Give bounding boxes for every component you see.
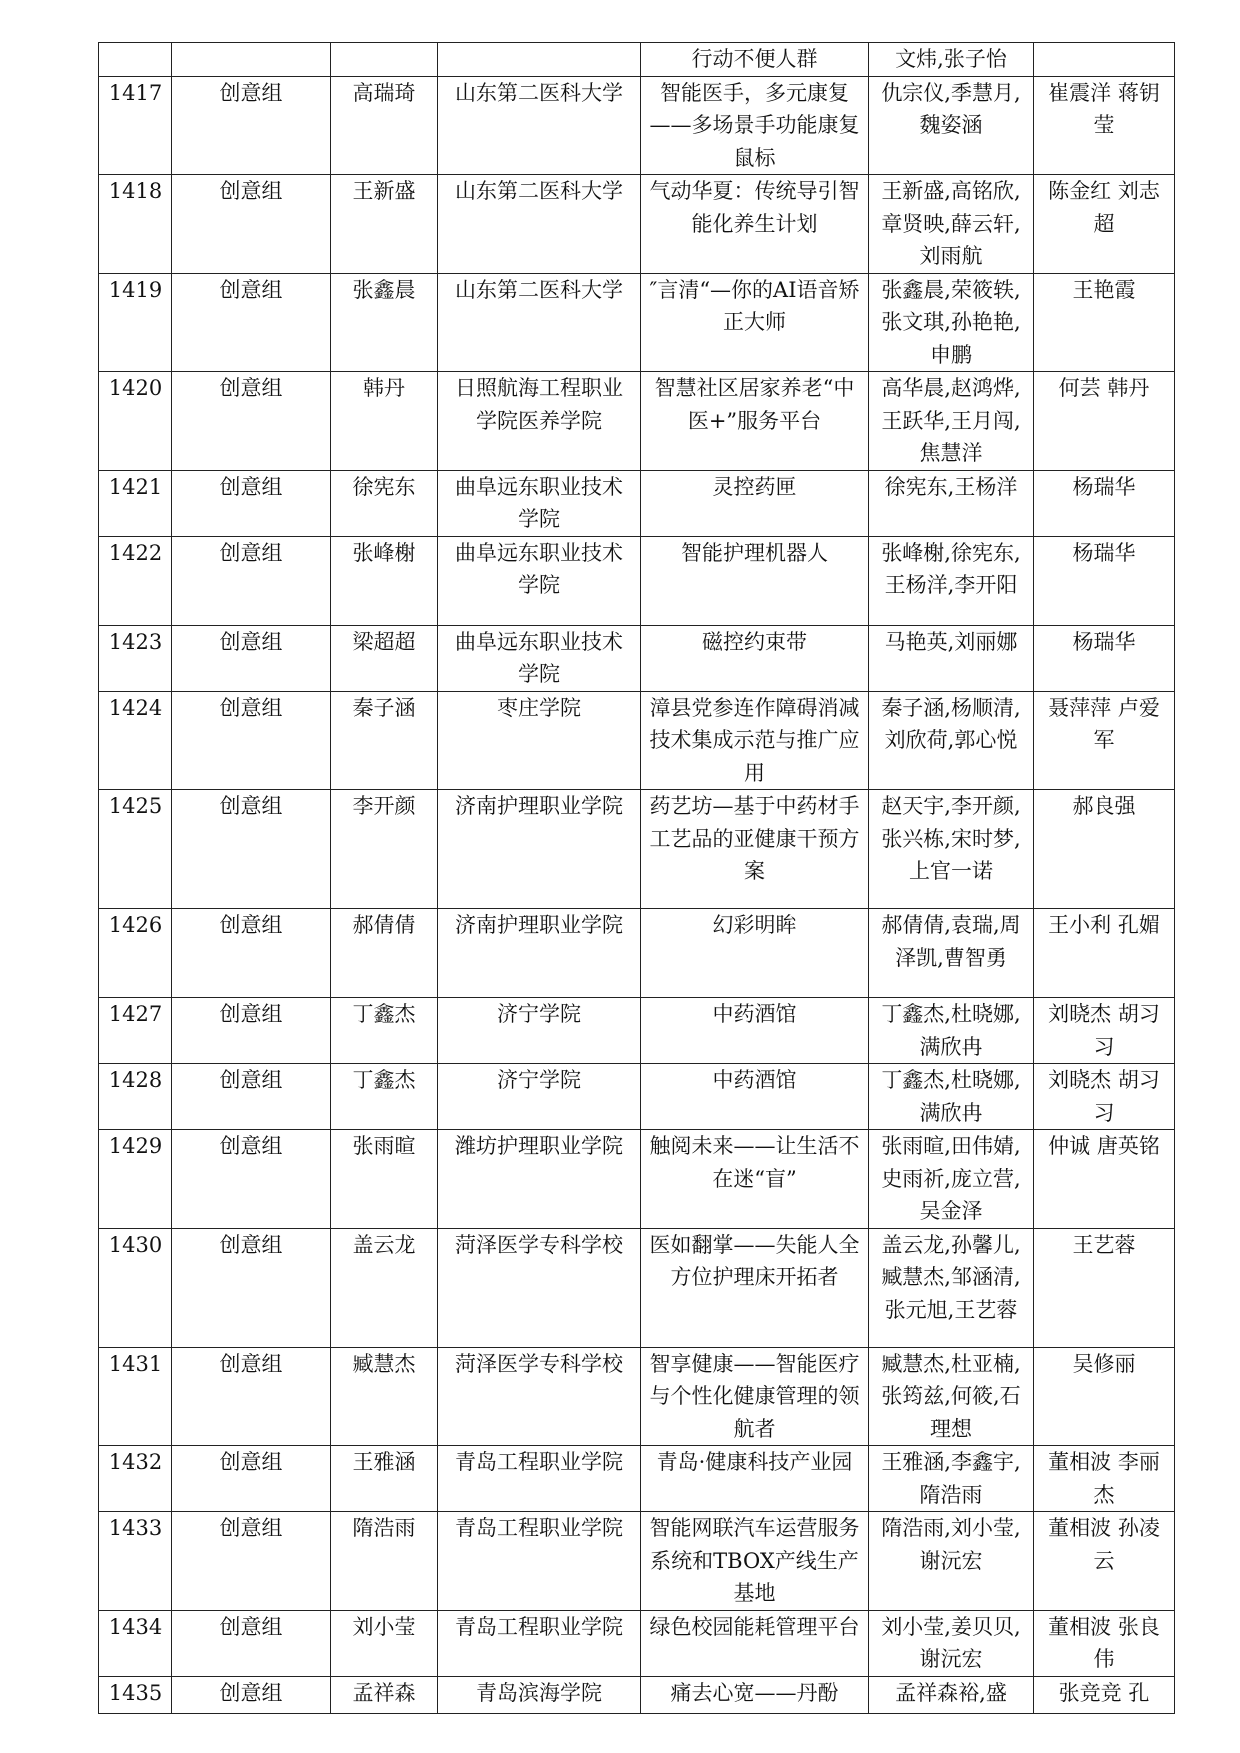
table-row (99, 76, 1175, 175)
cell-group: 创意组 (172, 1130, 331, 1229)
table-row (99, 1512, 1175, 1611)
cell-group: 创意组 (172, 1446, 331, 1512)
cell-group: 创意组 (172, 625, 331, 691)
cell-advisors: 郝良强 (1034, 790, 1175, 909)
cell-group: 创意组 (172, 76, 331, 175)
cell-advisors: 董相波 李丽杰 (1034, 1446, 1175, 1512)
cell-group: 创意组 (172, 1228, 331, 1347)
cell-leader: 丁鑫杰 (331, 998, 438, 1064)
cell-project: 智能医手，多元康复——多场景手功能康复鼠标 (641, 76, 869, 175)
cell-advisors: 刘晓杰 胡习习 (1034, 998, 1175, 1064)
cell-group: 创意组 (172, 273, 331, 372)
cell-members: 仇宗仪,季慧月,魏姿涵 (869, 76, 1034, 175)
table-row (99, 175, 1175, 274)
table-row (99, 470, 1175, 536)
cell-members: 郝倩倩,袁瑞,周泽凯,曹智勇 (869, 909, 1034, 998)
cell-leader: 梁超超 (331, 625, 438, 691)
cell-members: 丁鑫杰,杜晓娜,满欣冉 (869, 1064, 1034, 1130)
cell-number: 1424 (99, 691, 172, 790)
cell-members: 丁鑫杰,杜晓娜,满欣冉 (869, 998, 1034, 1064)
table-row (99, 273, 1175, 372)
cell-project: 中药酒馆 (641, 1064, 869, 1130)
cell-members: 赵天宇,李开颜,张兴栋,宋时梦,上官一诺 (869, 790, 1034, 909)
cell-number: 1435 (99, 1676, 172, 1713)
cell-leader: 张雨暄 (331, 1130, 438, 1229)
cell-advisors: 王艳霞 (1034, 273, 1175, 372)
cell-leader: 徐宪东 (331, 470, 438, 536)
cell-members: 盖云龙,孙馨儿,臧慧杰,邹涵清,张元旭,王艺蓉 (869, 1228, 1034, 1347)
table-row (99, 1130, 1175, 1229)
cell-number: 1422 (99, 536, 172, 625)
cell-school: 青岛滨海学院 (438, 1676, 641, 1713)
cell-members: 张雨暄,田伟婧,史雨祈,庞立营,吴金泽 (869, 1130, 1034, 1229)
cell-advisors: 陈金红 刘志超 (1034, 175, 1175, 274)
cell-members: 张鑫晨,荣筱轶,张文琪,孙艳艳,申鹏 (869, 273, 1034, 372)
table-row (99, 1676, 1175, 1713)
cell-group: 创意组 (172, 175, 331, 274)
table-row (99, 625, 1175, 691)
cell-group: 创意组 (172, 1347, 331, 1446)
cell-advisors: 王小利 孔媚 (1034, 909, 1175, 998)
cell-members: 高华晨,赵鸿烨,王跃华,王月闯,焦慧洋 (869, 372, 1034, 471)
cell-group: 创意组 (172, 1512, 331, 1611)
document-page (98, 42, 1174, 1714)
cell-school: 曲阜远东职业技术学院 (438, 536, 641, 625)
cell-school: 青岛工程职业学院 (438, 1512, 641, 1611)
cell-leader: 高瑞琦 (331, 76, 438, 175)
cell-project: 医如翻掌——失能人全方位护理床开拓者 (641, 1228, 869, 1347)
cell-group: 创意组 (172, 998, 331, 1064)
cell-number: 1423 (99, 625, 172, 691)
cell-advisors: 杨瑞华 (1034, 625, 1175, 691)
cell-group: 创意组 (172, 909, 331, 998)
cell-group: 创意组 (172, 470, 331, 536)
cell-advisors: 崔震洋 蒋钥莹 (1034, 76, 1175, 175)
cell-school: 济宁学院 (438, 1064, 641, 1130)
cell-advisors: 仲诚 唐英铭 (1034, 1130, 1175, 1229)
cell-number: 1428 (99, 1064, 172, 1130)
cell-school: 青岛工程职业学院 (438, 1610, 641, 1676)
cell-school: 山东第二医科大学 (438, 175, 641, 274)
cell-number: 1417 (99, 76, 172, 175)
cell-leader: 王雅涵 (331, 1446, 438, 1512)
cell-project: 中药酒馆 (641, 998, 869, 1064)
cell-number: 1434 (99, 1610, 172, 1676)
table-row (99, 43, 1175, 77)
table-row (99, 1446, 1175, 1512)
cell-school: 济南护理职业学院 (438, 790, 641, 909)
cell-project: 智享健康——智能医疗与个性化健康管理的领航者 (641, 1347, 869, 1446)
cell-leader: 隋浩雨 (331, 1512, 438, 1611)
cell-group: 创意组 (172, 1676, 331, 1713)
cell-leader: 刘小莹 (331, 1610, 438, 1676)
cell-group: 创意组 (172, 1064, 331, 1130)
cell-advisors: 聂萍萍 卢爱军 (1034, 691, 1175, 790)
cell-leader: 臧慧杰 (331, 1347, 438, 1446)
cell-members: 徐宪东,王杨洋 (869, 470, 1034, 536)
cell-school: 曲阜远东职业技术学院 (438, 470, 641, 536)
cell-project: 触阅未来——让生活不在迷“盲” (641, 1130, 869, 1229)
cell-advisors (1034, 43, 1175, 77)
cell-project: 痛去心宽——丹酚 (641, 1676, 869, 1713)
cell-group (172, 43, 331, 77)
cell-advisors: 吴修丽 (1034, 1347, 1175, 1446)
cell-project: 药艺坊—基于中药材手工艺品的亚健康干预方案 (641, 790, 869, 909)
cell-leader: 盖云龙 (331, 1228, 438, 1347)
cell-number: 1418 (99, 175, 172, 274)
cell-leader: 张峰榭 (331, 536, 438, 625)
cell-number: 1419 (99, 273, 172, 372)
cell-group: 创意组 (172, 1610, 331, 1676)
cell-school: 曲阜远东职业技术学院 (438, 625, 641, 691)
cell-members: 王新盛,高铭欣,章贤映,薛云轩,刘雨航 (869, 175, 1034, 274)
cell-leader: 李开颜 (331, 790, 438, 909)
cell-project: 灵控药匣 (641, 470, 869, 536)
cell-school: 济南护理职业学院 (438, 909, 641, 998)
cell-number: 1427 (99, 998, 172, 1064)
cell-number: 1431 (99, 1347, 172, 1446)
cell-advisors: 何芸 韩丹 (1034, 372, 1175, 471)
cell-members: 马艳英,刘丽娜 (869, 625, 1034, 691)
cell-school: 山东第二医科大学 (438, 76, 641, 175)
table-row (99, 372, 1175, 471)
cell-members: 秦子涵,杨顺清,刘欣荷,郭心悦 (869, 691, 1034, 790)
cell-project: 磁控约束带 (641, 625, 869, 691)
cell-members: 文炜,张子怡 (869, 43, 1034, 77)
cell-advisors: 杨瑞华 (1034, 470, 1175, 536)
cell-project: 智能护理机器人 (641, 536, 869, 625)
cell-advisors: 杨瑞华 (1034, 536, 1175, 625)
cell-leader: 丁鑫杰 (331, 1064, 438, 1130)
cell-leader: 韩丹 (331, 372, 438, 471)
cell-number: 1421 (99, 470, 172, 536)
cell-number: 1433 (99, 1512, 172, 1611)
cell-project: 气动华夏：传统导引智能化养生计划 (641, 175, 869, 274)
table-row (99, 691, 1175, 790)
cell-leader: 王新盛 (331, 175, 438, 274)
cell-number: 1425 (99, 790, 172, 909)
cell-school: 青岛工程职业学院 (438, 1446, 641, 1512)
table-row (99, 1064, 1175, 1130)
cell-group: 创意组 (172, 691, 331, 790)
cell-number (99, 43, 172, 77)
cell-leader: 秦子涵 (331, 691, 438, 790)
cell-members: 刘小莹,姜贝贝,谢沅宏 (869, 1610, 1034, 1676)
table-row (99, 536, 1175, 625)
cell-advisors: 刘晓杰 胡习习 (1034, 1064, 1175, 1130)
cell-school: 山东第二医科大学 (438, 273, 641, 372)
cell-advisors: 王艺蓉 (1034, 1228, 1175, 1347)
cell-school: 潍坊护理职业学院 (438, 1130, 641, 1229)
cell-group: 创意组 (172, 372, 331, 471)
cell-number: 1430 (99, 1228, 172, 1347)
cell-advisors: 张竞竞 孔 (1034, 1676, 1175, 1713)
cell-leader: 孟祥森 (331, 1676, 438, 1713)
table-row (99, 909, 1175, 998)
table-row (99, 1347, 1175, 1446)
cell-school: 日照航海工程职业学院医养学院 (438, 372, 641, 471)
cell-group: 创意组 (172, 536, 331, 625)
table-row (99, 1228, 1175, 1347)
cell-project: 智能网联汽车运营服务系统和TBOX产线生产基地 (641, 1512, 869, 1611)
cell-number: 1432 (99, 1446, 172, 1512)
cell-members: 张峰榭,徐宪东,王杨洋,李开阳 (869, 536, 1034, 625)
cell-number: 1429 (99, 1130, 172, 1229)
cell-advisors: 董相波 张良伟 (1034, 1610, 1175, 1676)
table-row (99, 1610, 1175, 1676)
cell-school: 菏泽医学专科学校 (438, 1347, 641, 1446)
cell-number: 1426 (99, 909, 172, 998)
cell-project: 绿色校园能耗管理平台 (641, 1610, 869, 1676)
cell-project: 青岛·健康科技产业园 (641, 1446, 869, 1512)
cell-project: 行动不便人群 (641, 43, 869, 77)
cell-leader: 郝倩倩 (331, 909, 438, 998)
cell-school: 济宁学院 (438, 998, 641, 1064)
cell-members: 臧慧杰,杜亚楠,张筠兹,何筱,石理想 (869, 1347, 1034, 1446)
cell-leader (331, 43, 438, 77)
cell-number: 1420 (99, 372, 172, 471)
cell-project: 智慧社区居家养老“中医+”服务平台 (641, 372, 869, 471)
cell-school: 枣庄学院 (438, 691, 641, 790)
cell-project: 漳县党参连作障碍消减技术集成示范与推广应用 (641, 691, 869, 790)
cell-group: 创意组 (172, 790, 331, 909)
cell-project: 幻彩明眸 (641, 909, 869, 998)
cell-members: 王雅涵,李鑫宇,隋浩雨 (869, 1446, 1034, 1512)
cell-project: ″言清“—你的AI语音矫正大师 (641, 273, 869, 372)
table-row (99, 790, 1175, 909)
table-row (99, 998, 1175, 1064)
cell-members: 孟祥森裕,盛 (869, 1676, 1034, 1713)
cell-school (438, 43, 641, 77)
results-table (98, 42, 1175, 1714)
cell-advisors: 董相波 孙凌云 (1034, 1512, 1175, 1611)
cell-leader: 张鑫晨 (331, 273, 438, 372)
cell-school: 菏泽医学专科学校 (438, 1228, 641, 1347)
cell-members: 隋浩雨,刘小莹,谢沅宏 (869, 1512, 1034, 1611)
